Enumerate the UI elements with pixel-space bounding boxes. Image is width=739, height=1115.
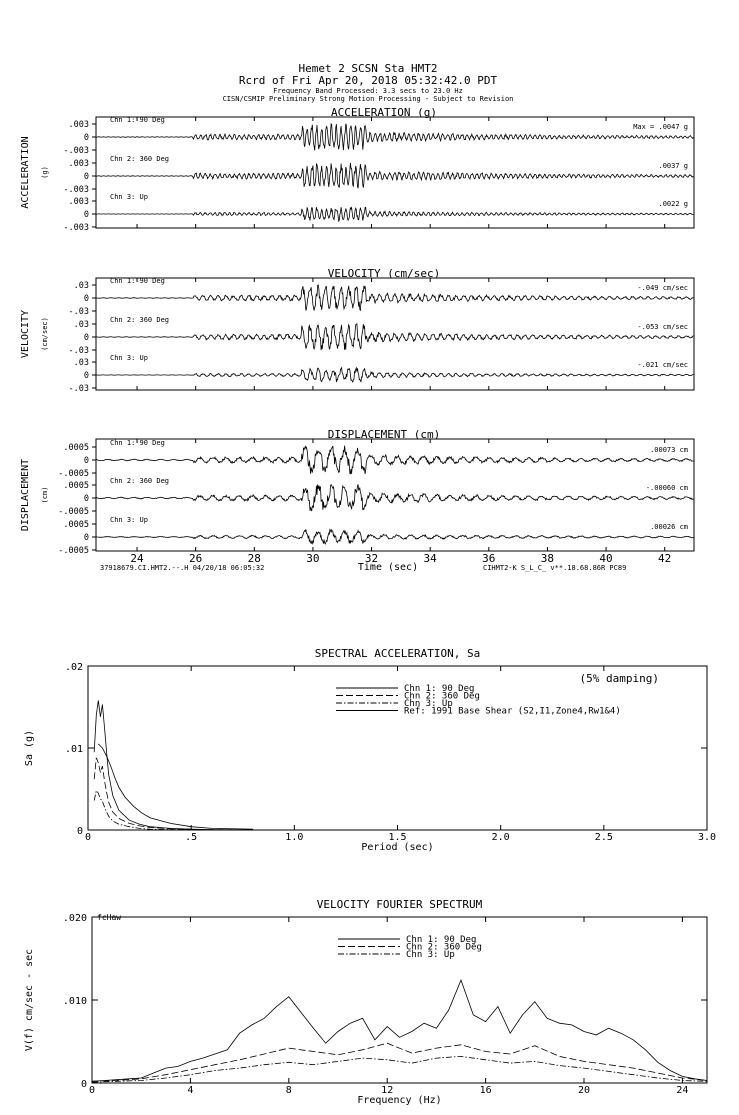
channel-peak-value: -.00060 cm xyxy=(645,484,688,492)
y-tick-label: .03 xyxy=(73,358,89,368)
legend-label: Chn 2: 360 Deg xyxy=(406,942,482,953)
channel-peak-value: .0022 g xyxy=(658,200,688,208)
panel-axis-unit: (cm) xyxy=(41,486,49,504)
y-tick-label: .03 xyxy=(73,281,89,291)
y-tick-label: -.0005 xyxy=(58,469,89,479)
x-tick-label: 36 xyxy=(482,552,496,565)
x-tick-label: 38 xyxy=(540,552,555,565)
waveform-trace xyxy=(96,124,693,151)
x-tick-label: 16 xyxy=(479,1085,492,1096)
series-line xyxy=(92,1056,707,1082)
x-tick-label: 28 xyxy=(247,552,261,565)
y-tick-label: 0 xyxy=(83,533,89,543)
panel-acceleration xyxy=(20,106,694,233)
y-tick-label: -.003 xyxy=(63,146,89,156)
y-tick-label: .003 xyxy=(68,159,89,169)
y-tick-label: .020 xyxy=(62,913,87,924)
y-tick-label: -.03 xyxy=(68,384,89,394)
y-tick-label: 0 xyxy=(83,294,89,304)
x-tick-label: 40 xyxy=(599,552,613,565)
panel-displacement xyxy=(20,428,694,573)
chart-title: SPECTRAL ACCELERATION, Sa xyxy=(314,647,481,660)
waveform-trace xyxy=(96,529,693,544)
channel-peak-value: -.021 cm/sec xyxy=(637,361,688,369)
panel-axis-unit: (g) xyxy=(41,166,49,179)
x-tick-label: 24 xyxy=(676,1085,689,1096)
y-tick-label: 0 xyxy=(83,133,89,143)
panel-title: VELOCITY (cm/sec) xyxy=(327,267,441,280)
waveform-trace xyxy=(96,368,693,382)
panel-axis-label: ACCELERATION xyxy=(20,136,31,209)
x-tick-label: 12 xyxy=(381,1085,394,1096)
y-tick-label: -.03 xyxy=(68,346,89,356)
y-tick-label: .0005 xyxy=(63,443,89,453)
x-tick-label: 24 xyxy=(130,552,144,565)
y-tick-label: -.003 xyxy=(63,223,89,233)
plot-frame xyxy=(92,917,707,1083)
y-tick-label: 0 xyxy=(83,210,89,220)
record-datetime: Rcrd of Fri Apr 20, 2018 05:32:42.0 PDT xyxy=(238,74,498,87)
frequency-band: Frequency Band Processed: 3.3 secs to 23.0 Hz xyxy=(273,87,463,95)
waveform-trace xyxy=(96,446,693,474)
channel-peak-value: -.049 cm/sec xyxy=(637,284,688,292)
spectral-acceleration-chart xyxy=(24,647,716,853)
y-axis-title: V(f) cm/sec - sec xyxy=(24,948,35,1052)
legend-label: Chn 2: 360 Deg xyxy=(404,691,480,702)
panel-axis-unit: (cm/sec) xyxy=(41,317,49,351)
x-tick-label: 0 xyxy=(88,1085,96,1096)
panel-velocity xyxy=(20,267,694,394)
waveform-trace xyxy=(96,324,693,350)
y-tick-label: 0 xyxy=(83,494,89,504)
channel-peak-value: .00026 cm xyxy=(650,523,688,531)
processing-id: CIHMT2-K S_L_C_ v**.18.68.86R PC89 xyxy=(483,564,627,572)
y-tick-label: .01 xyxy=(64,744,83,755)
y-tick-label: .03 xyxy=(73,320,89,330)
panel-title: DISPLACEMENT (cm) xyxy=(327,428,441,441)
series-line xyxy=(94,791,191,830)
series-line xyxy=(98,744,253,829)
y-tick-label: .010 xyxy=(62,996,87,1007)
y-axis-title: Sa (g) xyxy=(24,729,35,767)
waveform-trace xyxy=(96,484,693,511)
series-line xyxy=(92,980,707,1081)
legend-label: Chn 1: 90 Deg xyxy=(406,935,477,945)
y-tick-label: 0 xyxy=(83,172,89,182)
velocity-fourier-spectrum-chart xyxy=(24,898,707,1106)
channel-peak-value: .00073 cm xyxy=(650,446,688,454)
y-tick-label: 0 xyxy=(76,826,83,837)
panel-title: ACCELERATION (g) xyxy=(331,106,437,119)
x-tick-label: .5 xyxy=(185,832,198,843)
plot-frame xyxy=(88,666,707,830)
panel-axis-label: DISPLACEMENT xyxy=(20,458,31,532)
x-tick-label: 1.0 xyxy=(285,832,304,843)
channel-name: Chn 2: 360 Deg xyxy=(110,155,170,163)
x-tick-label: 30 xyxy=(306,552,320,565)
y-tick-label: -.0005 xyxy=(58,546,89,556)
x-tick-label: 42 xyxy=(658,552,672,565)
y-tick-label: 0 xyxy=(83,371,89,381)
waveform-trace xyxy=(96,285,693,311)
y-tick-label: -.0005 xyxy=(58,507,89,517)
channel-name: Chn 1: 90 Deg xyxy=(110,277,165,285)
station-title: Hemet 2 SCSN Sta HMT2 xyxy=(298,62,438,75)
channel-name: Chn 1: 90 Deg xyxy=(110,439,165,447)
record-id: 37918679.CI.HMT2.--.H 04/20/18 06:05:32 xyxy=(100,564,265,572)
panel-axis-label: VELOCITY xyxy=(20,309,31,359)
x-tick-label: 2.0 xyxy=(491,832,510,843)
legend-label: Chn 3: Up xyxy=(406,950,455,960)
x-axis-title: Frequency (Hz) xyxy=(357,1095,442,1106)
x-tick-label: 34 xyxy=(423,552,437,565)
x-tick-label: 32 xyxy=(364,552,379,565)
x-tick-label: 4 xyxy=(187,1085,194,1096)
channel-name: Chn 3: Up xyxy=(110,516,148,524)
channel-peak-value: -.053 cm/sec xyxy=(637,323,688,331)
corner-label: fcHaw xyxy=(97,913,122,922)
channel-name: Chn 3: Up xyxy=(110,193,148,201)
x-axis-title: Time (sec) xyxy=(357,562,419,573)
legend-label: Ref: 1991 Base Shear (S2,I1,Zone4,Rw1&4) xyxy=(404,706,621,717)
chart-title: VELOCITY FOURIER SPECTRUM xyxy=(316,898,483,911)
x-tick-label: 3.0 xyxy=(697,832,717,843)
channel-name: Chn 2: 360 Deg xyxy=(110,477,170,485)
y-tick-label: .02 xyxy=(64,662,83,673)
x-tick-label: 26 xyxy=(189,552,203,565)
y-tick-label: 0 xyxy=(83,456,89,466)
legend-label: Chn 1: 90 Deg xyxy=(404,684,475,694)
report-header xyxy=(223,62,514,103)
x-tick-label: 2.5 xyxy=(594,832,613,843)
waveform-trace xyxy=(96,207,693,221)
y-tick-label: .0005 xyxy=(63,520,89,530)
series-line xyxy=(94,700,253,829)
y-tick-label: .003 xyxy=(68,120,89,130)
x-tick-label: 1.5 xyxy=(388,832,407,843)
y-tick-label: -.003 xyxy=(63,185,89,195)
y-tick-label: .0005 xyxy=(63,481,89,491)
legend-label: Chn 3: Up xyxy=(404,699,453,709)
x-tick-label: 8 xyxy=(285,1085,292,1096)
processing-note: CISN/CSMIP Preliminary Strong Motion Processing - Subject to Revision xyxy=(222,95,514,103)
channel-name: Chn 2: 360 Deg xyxy=(110,316,170,324)
x-tick-label: 0 xyxy=(84,832,92,843)
x-axis-title: Period (sec) xyxy=(361,842,434,853)
channel-peak-value: Max = .0047 g xyxy=(633,123,688,131)
waveform-trace xyxy=(96,163,693,188)
y-tick-label: 0 xyxy=(80,1079,87,1090)
time-history-panels xyxy=(20,106,694,573)
damping-note: (5% damping) xyxy=(579,672,659,685)
x-tick-label: 20 xyxy=(577,1085,591,1096)
channel-name: Chn 3: Up xyxy=(110,354,148,362)
y-tick-label: -.03 xyxy=(68,307,89,317)
y-tick-label: .003 xyxy=(68,197,89,207)
series-line xyxy=(94,758,232,830)
y-tick-label: 0 xyxy=(83,333,89,343)
channel-name: Chn 1: 90 Deg xyxy=(110,116,165,124)
channel-peak-value: .0037 g xyxy=(658,162,688,170)
